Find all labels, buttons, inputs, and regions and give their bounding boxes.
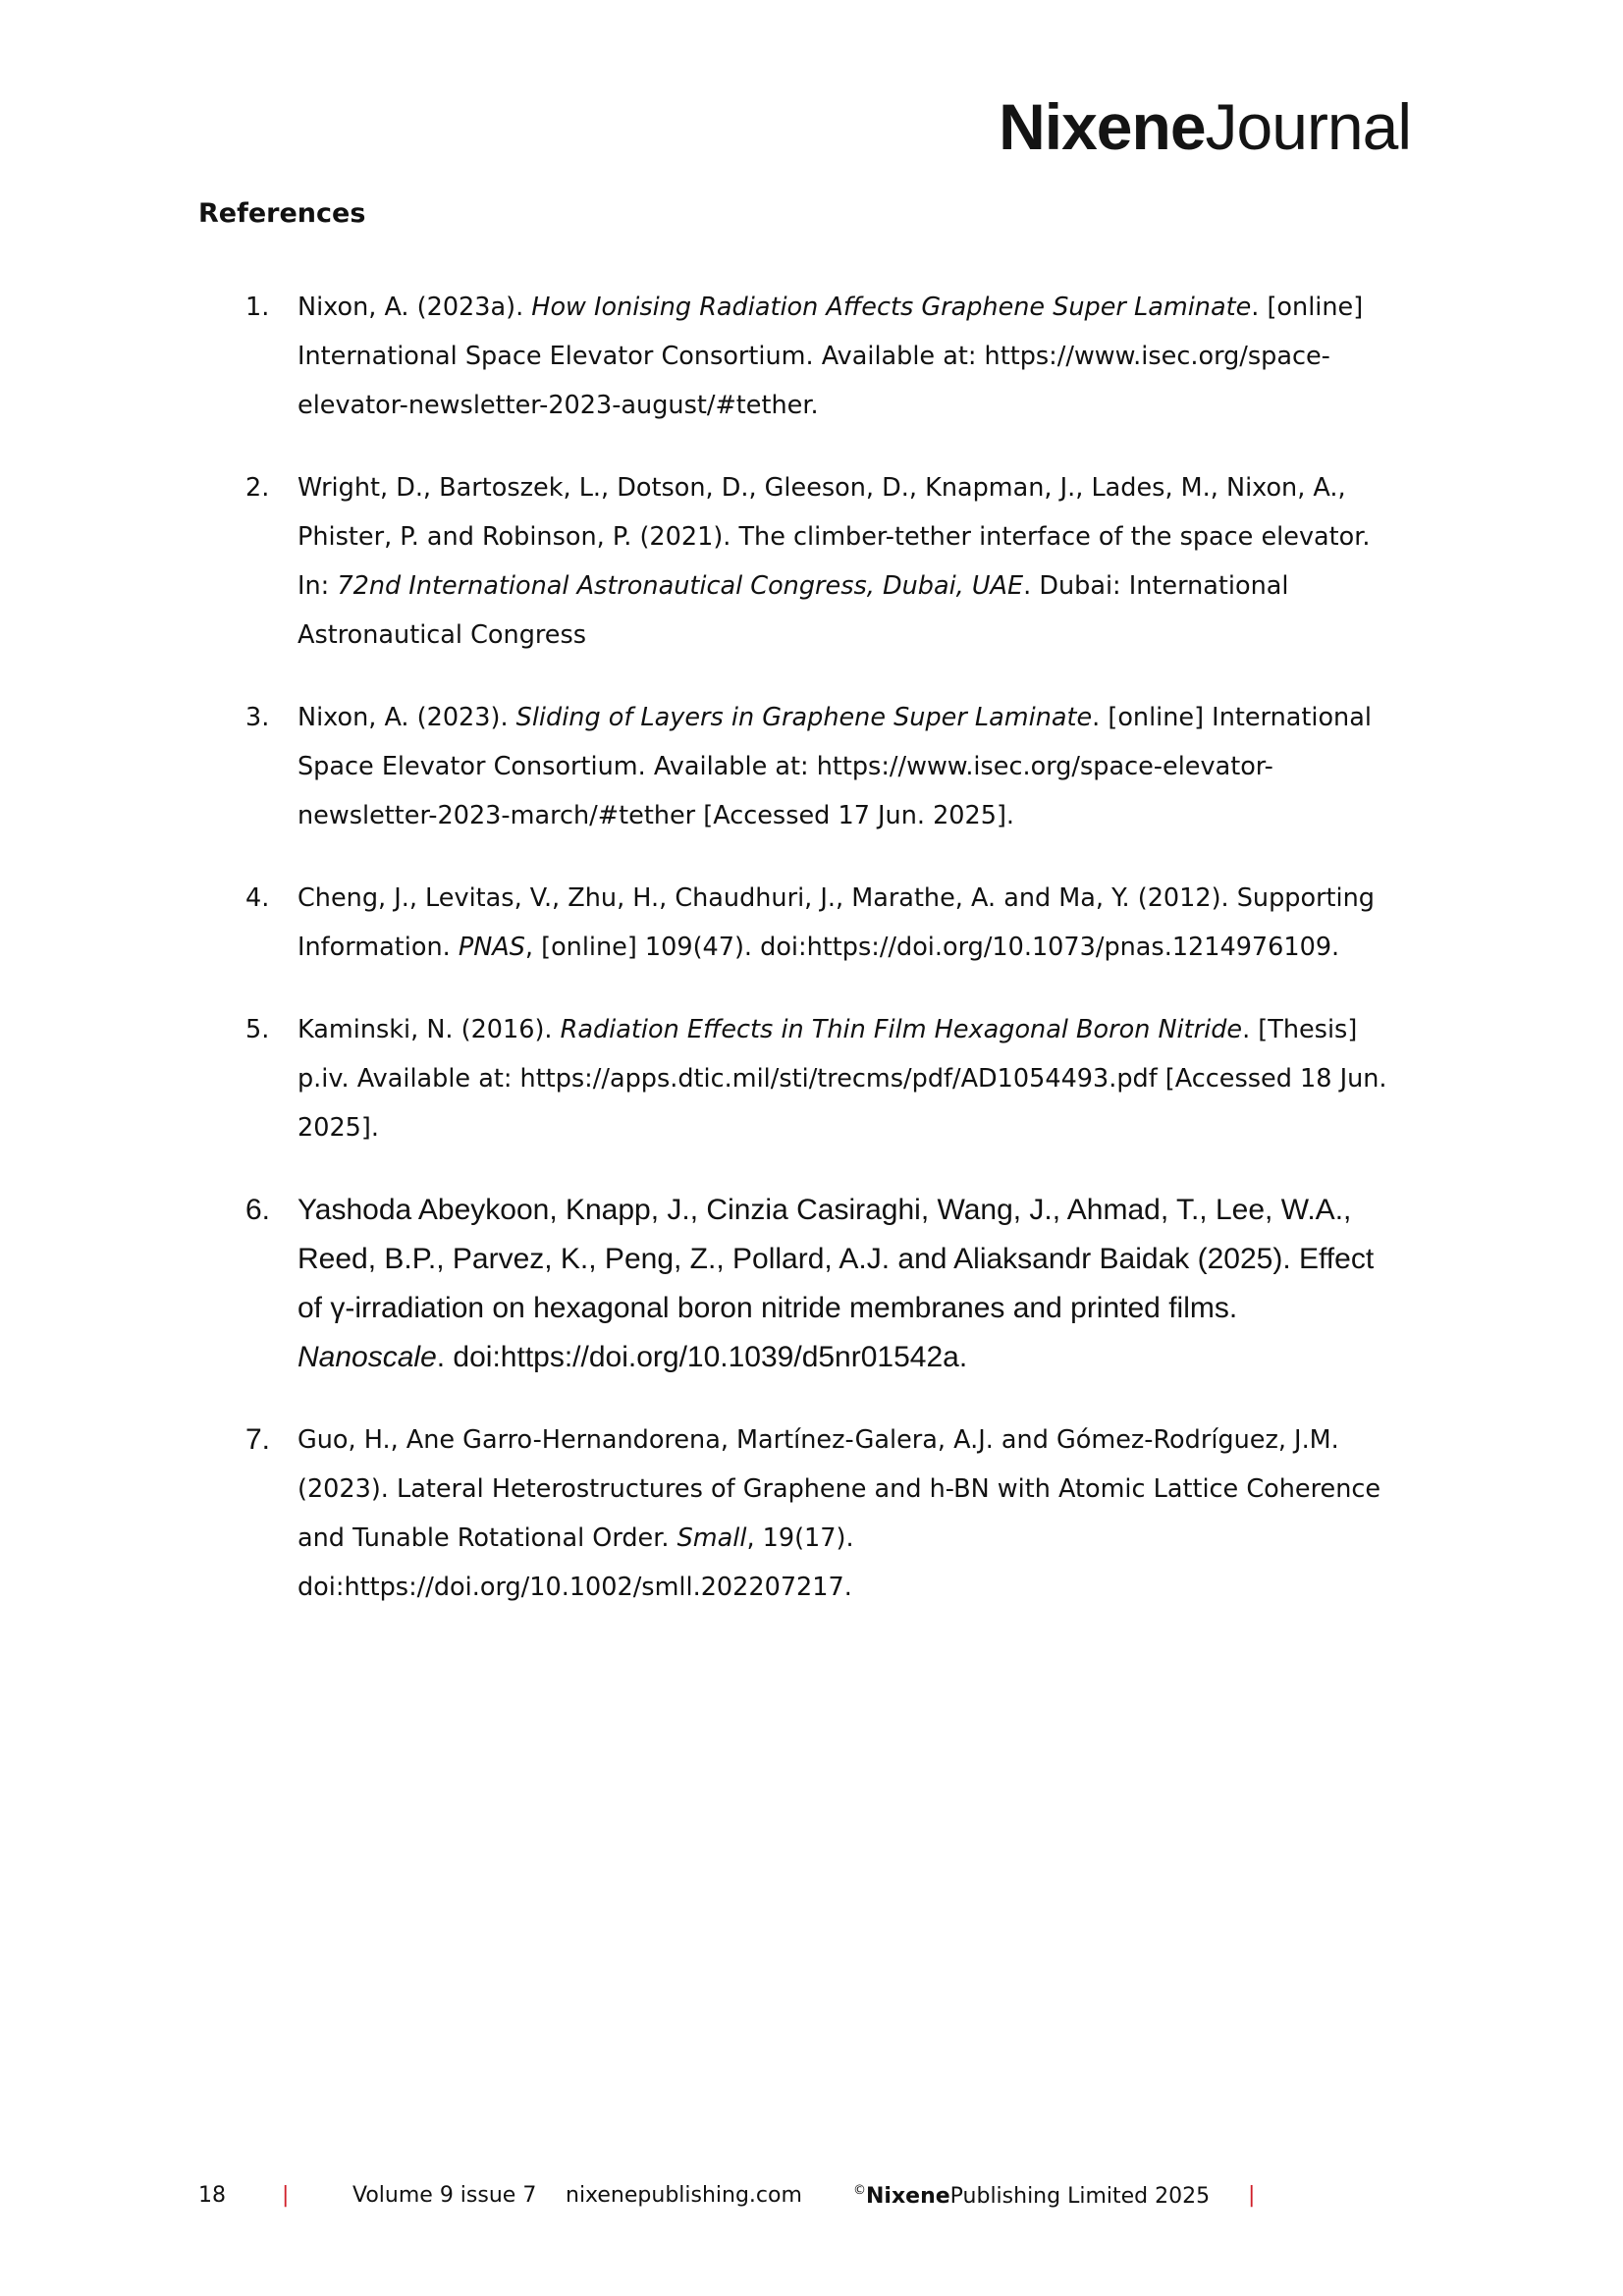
reference-title: Small: [676, 1523, 747, 1553]
reference-number: 5.: [245, 1015, 270, 1044]
references-heading: References: [198, 198, 366, 229]
page-number: 18: [198, 2183, 226, 2208]
reference-text: [298, 293, 1363, 420]
logo-bold-text: Nixene: [999, 90, 1206, 163]
copyright-symbol: ©: [853, 2183, 866, 2198]
reference-text: [298, 1194, 1374, 1373]
reference-details: . [online] International Space Elevator Consortium. Available at: https://www.isec.org/space-elevator-newsletter-2023-march/#tether [Accessed 17 Jun. 2025].: [298, 703, 1372, 830]
reference-text: [298, 883, 1375, 962]
publisher-bold: Nixene: [866, 2184, 950, 2209]
reference-title: Nanoscale: [298, 1341, 437, 1373]
volume-issue: Volume 9 issue 7: [352, 2183, 537, 2208]
reference-title: PNAS: [458, 933, 525, 962]
reference-item-3: [245, 693, 1389, 840]
reference-text: [298, 703, 1372, 830]
reference-details: . Dubai: International Astronautical Congress: [298, 571, 1289, 650]
reference-title: Radiation Effects in Thin Film Hexagonal Boron Nitride: [560, 1015, 1243, 1044]
reference-number: 2.: [245, 473, 270, 503]
reference-details: , [online] 109(47). doi:https://doi.org/10.1073/pnas.1214976109.: [524, 933, 1340, 962]
publisher-rest: Publishing Limited 2025: [949, 2184, 1211, 2209]
reference-number: 7.: [245, 1423, 271, 1456]
reference-item-7: [245, 1415, 1389, 1612]
reference-details: . [Thesis] p.iv. Available at: https://apps.dtic.mil/sti/trecms/pdf/AD1054493.pdf [Accessed 18 Jun. 2025].: [298, 1015, 1387, 1143]
reference-authors: Kaminski, N. (2016).: [298, 1015, 561, 1044]
reference-details: , 19(17). doi:https://doi.org/10.1002/smll.202207217.: [298, 1523, 854, 1602]
journal-logo: [999, 90, 1411, 163]
reference-details: . doi:https://doi.org/10.1039/d5nr01542a.: [436, 1341, 968, 1373]
reference-number: 6.: [245, 1194, 271, 1226]
reference-title: How Ionising Radiation Affects Graphene Super Laminate: [531, 293, 1252, 322]
reference-title: Sliding of Layers in Graphene Super Laminate: [515, 703, 1093, 732]
logo-light-text: Journal: [1205, 90, 1411, 163]
reference-authors: Nixon, A. (2023).: [298, 703, 516, 732]
reference-details: . [online] International Space Elevator Consortium. Available at: https://www.isec.org/space-elevator-newsletter-2023-august/#tether.: [298, 293, 1364, 420]
reference-number: 3.: [245, 703, 270, 732]
reference-authors: Guo, H., Ane Garro-Hernandorena, Martínez-Galera, A.J. and Gómez-Rodríguez, J.M. (2023). Lateral Heterostructures of Graphene and h-BN with Atomic Lattice Coherence and Tunable Rotational Order.: [298, 1425, 1381, 1553]
reference-number: 1.: [245, 293, 270, 322]
reference-authors: Wright, D., Bartoszek, L., Dotson, D., Gleeson, D., Knapman, J., Lades, M., Nixon, A., Phister, P. and Robinson, P. (2021). The climber-tether interface of the space elevator. In:: [298, 473, 1371, 601]
reference-title: 72nd International Astronautical Congress, Dubai, UAE: [337, 571, 1024, 601]
footer-separator-right: |: [1248, 2183, 1256, 2208]
reference-text: [298, 1425, 1380, 1602]
copyright-notice: [853, 2183, 1210, 2209]
reference-item-2: [245, 463, 1389, 660]
reference-authors: Nixon, A. (2023a).: [298, 293, 532, 322]
website-link[interactable]: nixenepublishing.com: [566, 2183, 802, 2208]
footer-separator-left: |: [282, 2183, 290, 2208]
reference-list: [245, 283, 1389, 1645]
reference-number: 4.: [245, 883, 270, 913]
reference-item-5: [245, 1005, 1389, 1152]
reference-authors: Cheng, J., Levitas, V., Zhu, H., Chaudhuri, J., Marathe, A. and Ma, Y. (2012). Supporting Information.: [298, 883, 1375, 962]
reference-item-4: [245, 874, 1389, 972]
reference-text: [298, 473, 1371, 650]
reference-authors: Yashoda Abeykoon, Knapp, J., Cinzia Casiraghi, Wang, J., Ahmad, T., Lee, W.A., Reed, B.P., Parvez, K., Peng, Z., Pollard, A.J. and Aliaksandr Baidak (2025). Effect of γ-irradiation on hexagonal boron nitride membranes and printed films.: [298, 1194, 1375, 1324]
reference-item-1: [245, 283, 1389, 430]
reference-item-6: [245, 1186, 1389, 1382]
reference-text: [298, 1015, 1387, 1143]
